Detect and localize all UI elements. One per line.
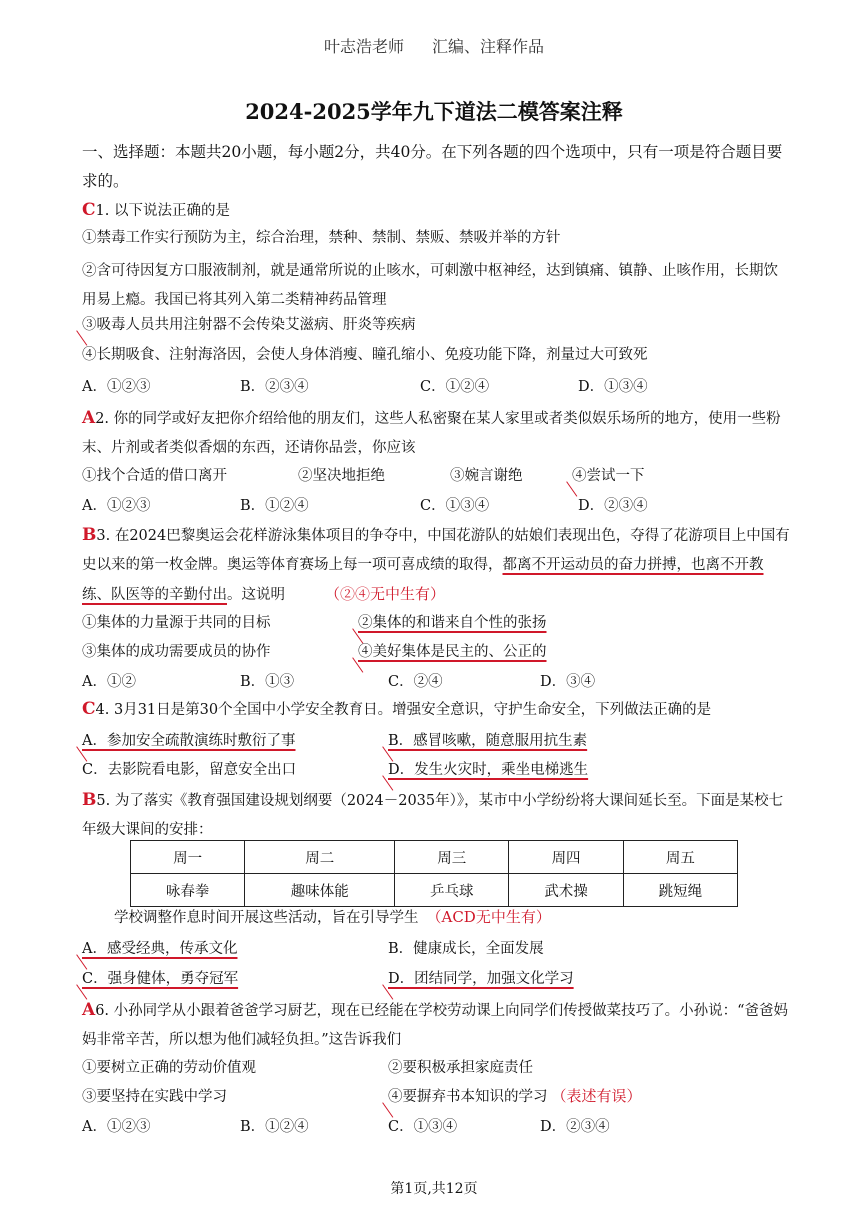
q2-opt-c: C．①③④ (420, 498, 490, 514)
q2-opt-d: D．②③④ (578, 498, 648, 514)
q1-opt-b: B．②③④ (240, 379, 309, 395)
q2-opt-a: A．①②③ (82, 498, 151, 514)
q1-stem: C1. 以下说法正确的是 (82, 200, 230, 220)
q4-answer: C (82, 699, 96, 719)
q6-s2: ②要积极承担家庭责任 (388, 1060, 533, 1076)
q3-underlined: 都离不开运动员的奋力拼搏，也离不开教练、队医等的辛勤付出 (82, 557, 764, 603)
header-author: 叶志浩老师 (323, 37, 404, 56)
q5-answer: B (82, 790, 97, 810)
q6-s1: ①要树立正确的劳动价值观 (82, 1060, 256, 1076)
q3-opt-a: A．①② (82, 674, 136, 690)
document-title: 2024-2025学年九下道法二模答案注释 (245, 99, 623, 124)
q3-s1: ①集体的力量源于共同的目标 (82, 615, 271, 631)
q2-s2: ②坚决地拒绝 (298, 468, 385, 484)
q3-opt-c: C．②④ (388, 674, 443, 690)
q6-opt-c: C．①③④ (388, 1119, 458, 1135)
schedule-table (130, 840, 738, 907)
q4-opt-b: B．感冒咳嗽，随意服用抗生素 (388, 733, 588, 749)
q4-opt-a: A．参加安全疏散演练时敷衍了事 (82, 733, 296, 749)
q6-opt-a: A．①②③ (82, 1119, 151, 1135)
q3-note: （②④无中生有） (325, 585, 446, 603)
q6-opt-d: D．②③④ (540, 1119, 610, 1135)
section-heading: 一、选择题：本题共20小题，每小题2分，共40分。在下列各题的四个选项中，只有一项是符合题目要求的。 (82, 143, 783, 190)
q6-opt-b: B．①②④ (240, 1119, 309, 1135)
q6-s4: ④要摒弃书本知识的学习 （表述有误） (388, 1087, 642, 1105)
q6-answer: A (82, 1000, 96, 1020)
q2-stem: A2. 你的同学或好友把你介绍给他的朋友们，这些人私密聚在某人家里或者类似娱乐场所的地方，使用一些粉末、片剂或者类似香烟的东西，还请你品尝，你应该 (82, 408, 781, 456)
q4-opt-c: C．去影院看电影，留意安全出口 (82, 762, 297, 778)
header-work: 汇编、注释作品 (432, 37, 545, 56)
q3-opt-b: B．①③ (240, 674, 295, 690)
q1-opt-c: C．①②④ (420, 379, 490, 395)
q6-note: （表述有误） (551, 1087, 642, 1105)
q2-s3: ③婉言谢绝 (450, 468, 523, 484)
q5-opt-d: D．团结同学，加强文化学习 (388, 971, 574, 987)
q3-s4: ④美好集体是民主的、公正的 (358, 644, 547, 660)
q2-s1: ①找个合适的借口离开 (82, 468, 227, 484)
q2-opt-b: B．①②④ (240, 498, 309, 514)
q5-opt-b: B．健康成长，全面发展 (388, 941, 544, 957)
q5-note: （ACD无中生有） (426, 908, 551, 926)
q3-opt-d: D．③④ (540, 674, 596, 690)
q3-s3: ③集体的成功需要成员的协作 (82, 644, 271, 660)
q5-lead: 学校调整作息时间开展这些活动，旨在引导学生 （ACD无中生有） (114, 908, 551, 926)
q3-s2: ②集体的和谐来自个性的张扬 (358, 615, 547, 631)
q1-s4: ④长期吸食、注射海洛因，会使人身体消瘦、瞳孔缩小、免疫功能下降，剂量过大可致死 (82, 347, 648, 363)
q3-stem: B3. 在2024巴黎奥运会花样游泳集体项目的争夺中，中国花游队的姑娘们表现出色，夺得了花游项目上中国有史以来的第一枚金牌。奥运等体育赛场上每一项可喜成绩的取得，都离不开运动员的奋力拼搏，也离不开教练、队医等的辛勤付出。这说明 （②④无中生有） (82, 525, 790, 603)
page-footer: 第1页,共12页 (390, 1181, 478, 1197)
q1-s3: ③吸毒人员共用注射器不会传染艾滋病、肝炎等疾病 (82, 317, 416, 333)
q5-opt-a: A．感受经典，传承文化 (82, 941, 238, 957)
q6-s3: ③要坚持在实践中学习 (82, 1089, 227, 1105)
q3-answer: B (82, 525, 97, 545)
table-row: 周一 周二 周三 周四 周五 (131, 841, 738, 874)
q5-stem: B5. 为了落实《教育强国建设规划纲要（2024－2035年）》，某市中小学纷纷将大课间延长至。下面是某校七年级大课间的安排： (82, 790, 784, 838)
q1-opt-d: D．①③④ (578, 379, 648, 395)
q2-s4: ④尝试一下 (572, 468, 645, 484)
q6-stem: A6. 小孙同学从小跟着爸爸学习厨艺，现在已经能在学校劳动课上向同学们传授做菜技巧了。小孙说：“爸爸妈妈非常辛苦，所以想为他们减轻负担。”这告诉我们 (82, 1000, 789, 1048)
q1-opt-a: A．①②③ (82, 379, 151, 395)
page-header (0, 34, 868, 57)
q4-stem: C4. 3月31日是第30个全国中小学安全教育日。增强安全意识，守护生命安全，下列做法正确的是 (82, 699, 712, 719)
q5-opt-c: C．强身健体，勇夺冠军 (82, 971, 239, 987)
q4-opt-d: D．发生火灾时，乘坐电梯逃生 (388, 762, 589, 778)
q1-s1: ①禁毒工作实行预防为主，综合治理，禁种、禁制、禁贩、禁吸并举的方针 (82, 230, 561, 246)
q2-answer: A (82, 408, 96, 428)
q1-s2: ②含可待因复方口服液制剂，就是通常所说的止咳水，可刺激中枢神经，达到镇痛、镇静、止咳作用，长期饮用易上瘾。我国已将其列入第二类精神药品管理 (82, 263, 778, 308)
table-row: 咏春拳 趣味体能 乒乓球 武术操 跳短绳 (131, 874, 738, 907)
q1-answer: C (82, 200, 96, 220)
